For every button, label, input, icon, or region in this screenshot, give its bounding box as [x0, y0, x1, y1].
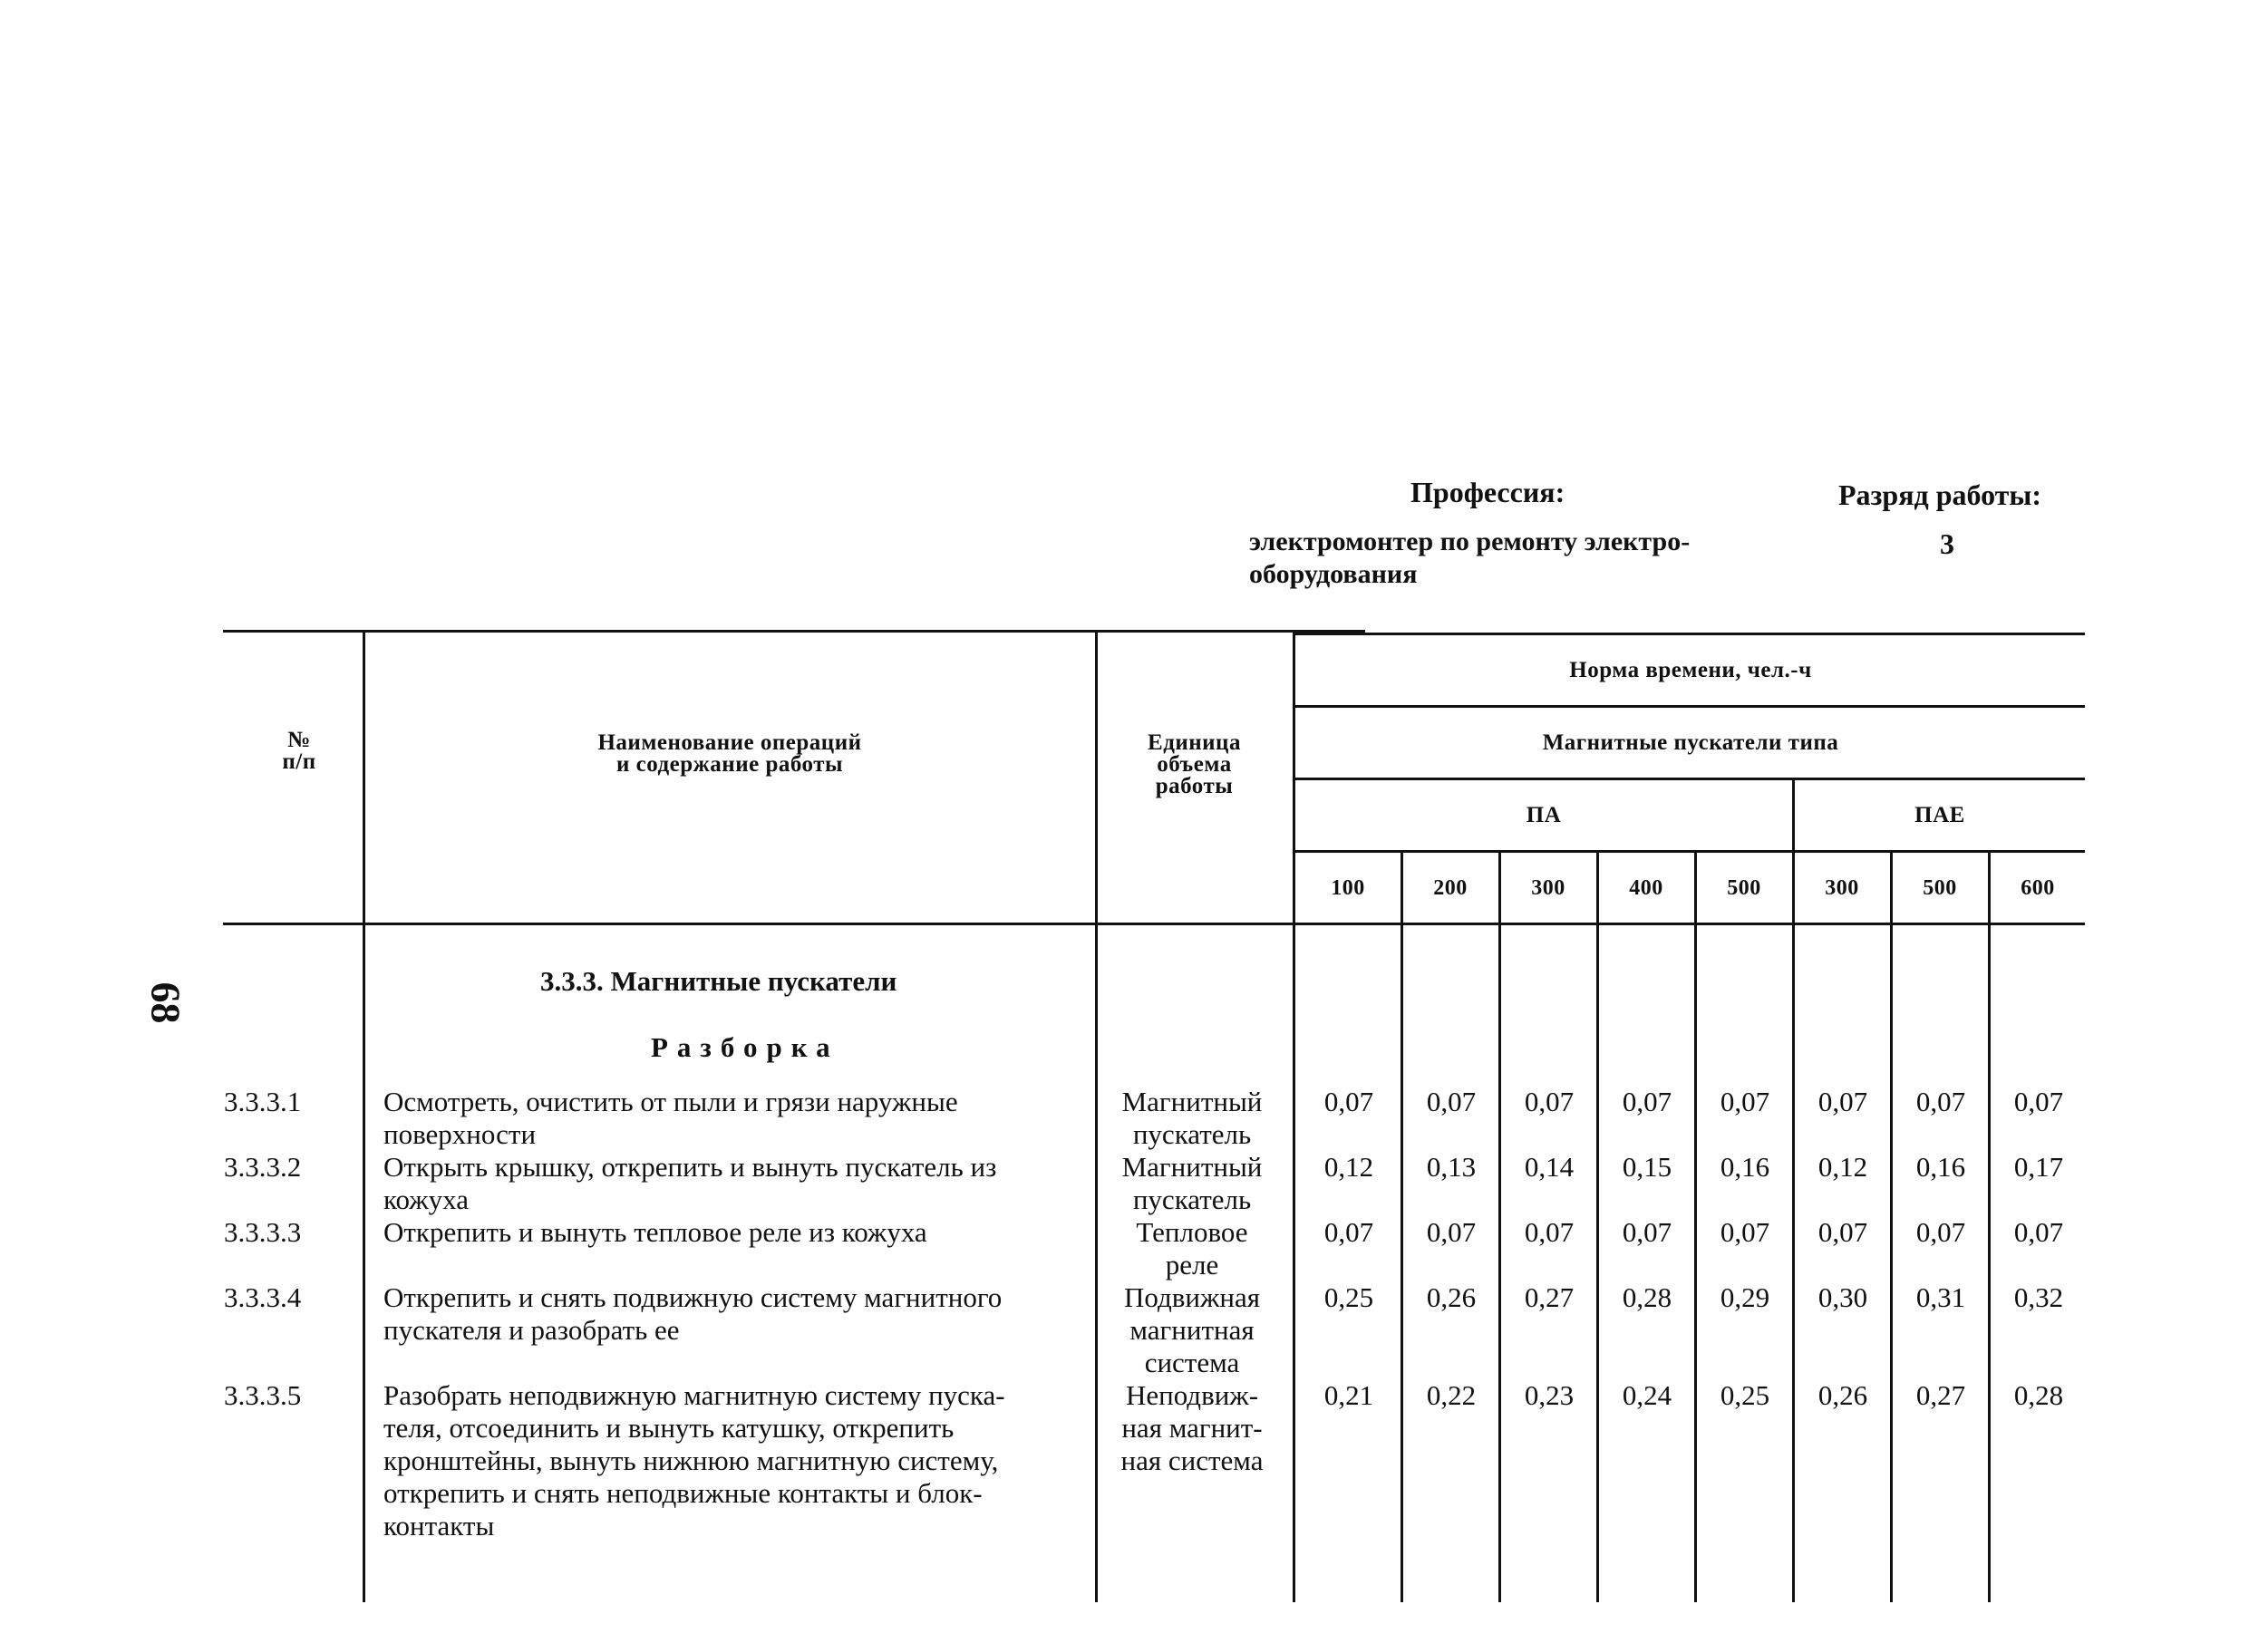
unit-line: Подвижная: [1123, 1281, 1261, 1313]
rank-value: 3: [1940, 527, 1954, 560]
row-value: 0,13: [1426, 1151, 1477, 1183]
rank-label: Разряд работы:: [1838, 478, 2042, 511]
col-unit-header: [1101, 732, 1287, 797]
row-operation: [383, 1086, 1083, 1151]
col-unit-line3: работы: [1155, 774, 1234, 798]
norm-header-bottom-line: [1293, 705, 2085, 708]
col-divider-pae-600: [1988, 850, 1991, 1602]
row-value: 0,27: [1915, 1379, 1966, 1411]
profession-value: [1249, 526, 1757, 591]
unit-line: магнитная: [1129, 1314, 1255, 1346]
row-value: 0,07: [1817, 1086, 1868, 1117]
row-operation: [383, 1216, 1083, 1249]
row-value: 0,25: [1323, 1281, 1374, 1313]
unit-line: Магнитный: [1121, 1151, 1263, 1183]
row-value: 0,07: [2013, 1086, 2064, 1117]
row-unit: [1097, 1086, 1287, 1151]
col-divider-500: [1694, 850, 1697, 1602]
row-value: 0,24: [1622, 1379, 1672, 1411]
subsection-title: Разборка: [651, 1031, 839, 1063]
row-value: 0,07: [1426, 1216, 1477, 1248]
profession-value-line2: оборудования: [1249, 559, 1418, 589]
page-number: 68: [142, 981, 189, 1024]
row-value: 0,25: [1720, 1379, 1770, 1411]
row-value: 0,07: [1720, 1086, 1770, 1117]
unit-line: реле: [1165, 1249, 1219, 1281]
row-value: 0,32: [2013, 1281, 2064, 1313]
op-line: кронштейны, вынуть нижнюю магнитную систему,: [383, 1445, 999, 1476]
unit-line: ная магнит-: [1121, 1412, 1263, 1444]
group-header-bottom-line: [1293, 850, 2085, 853]
unit-line: пускатель: [1132, 1118, 1252, 1150]
row-value: 0,07: [1720, 1216, 1770, 1248]
row-unit: [1097, 1216, 1287, 1281]
subcol-header: 500: [1923, 876, 1957, 900]
op-line: пускателя и разобрать ее: [383, 1314, 680, 1346]
row-unit: [1097, 1281, 1287, 1379]
unit-line: Тепловое: [1136, 1216, 1248, 1248]
row-value: 0,07: [2013, 1216, 2064, 1248]
subcol-header: 200: [1433, 876, 1468, 900]
op-line: поверхности: [383, 1118, 537, 1150]
subcol-header: 300: [1531, 876, 1565, 900]
col-num-header: [245, 730, 354, 773]
op-line: Открепить и вынуть тепловое реле из кожуха: [383, 1216, 927, 1248]
row-value: 0,07: [1524, 1086, 1575, 1117]
row-value: 0,12: [1323, 1151, 1374, 1183]
norm-header: Норма времени, чел.-ч: [1569, 658, 1812, 682]
subcol-header: 400: [1629, 876, 1663, 900]
row-value: 0,07: [1915, 1086, 1966, 1117]
table-top-line-right: [1293, 633, 2085, 635]
col-divider-values: [1293, 630, 1295, 1602]
row-value: 0,17: [2013, 1151, 2064, 1183]
subcol-header: 300: [1825, 876, 1859, 900]
unit-line: ная система: [1120, 1445, 1264, 1476]
col-divider-pae-500: [1890, 850, 1893, 1602]
col-name-line1: Наименование операций: [597, 730, 862, 755]
unit-line: система: [1144, 1347, 1240, 1378]
row-value: 0,07: [1426, 1086, 1477, 1117]
row-value: 0,22: [1426, 1379, 1477, 1411]
row-value: 0,15: [1622, 1151, 1672, 1183]
profession-value-line1: электромонтер по ремонту электро-: [1249, 527, 1691, 556]
row-value: 0,14: [1524, 1151, 1575, 1183]
col-name-line2: и содержание работы: [615, 752, 843, 777]
op-line: контакты: [383, 1510, 495, 1542]
op-line: Разобрать неподвижную магнитную систему пуска-: [383, 1379, 1005, 1411]
row-value: 0,26: [1426, 1281, 1477, 1313]
col-num-line2: п/п: [282, 749, 316, 774]
col-divider-pae: [1792, 778, 1795, 1602]
row-number: 3.3.3.4: [224, 1281, 302, 1313]
col-divider-name: [363, 630, 365, 1602]
row-value: 0,07: [1622, 1086, 1672, 1117]
row-value: 0,16: [1720, 1151, 1770, 1183]
subcol-header: 600: [2021, 876, 2055, 900]
subcol-header: 100: [1331, 876, 1365, 900]
table-top-line: [223, 630, 1365, 633]
starters-header-bottom-line: [1293, 778, 2085, 780]
row-value: 0,07: [1323, 1216, 1374, 1248]
row-value: 0,30: [1817, 1281, 1868, 1313]
row-number: 3.3.3.1: [224, 1086, 302, 1117]
op-line: Осмотреть, очистить от пыли и грязи наружные: [383, 1086, 958, 1117]
op-line: теля, отсоединить и вынуть катушку, открепить: [383, 1412, 955, 1444]
col-name-header: [372, 732, 1088, 776]
row-value: 0,07: [1323, 1086, 1374, 1117]
col-divider-200: [1401, 850, 1403, 1602]
row-value: 0,26: [1817, 1379, 1868, 1411]
group-pae-header: ПАЕ: [1914, 803, 1965, 827]
row-number: 3.3.3.5: [224, 1379, 302, 1411]
row-value: 0,12: [1817, 1151, 1868, 1183]
row-operation: [383, 1151, 1083, 1216]
profession-label: Профессия:: [1410, 476, 1565, 508]
unit-line: Неподвиж-: [1125, 1379, 1259, 1411]
group-pa-header: ПА: [1526, 803, 1562, 827]
op-line: кожуха: [383, 1184, 469, 1215]
row-value: 0,29: [1720, 1281, 1770, 1313]
op-line: Открепить и снять подвижную систему магнитного: [383, 1281, 1003, 1313]
row-value: 0,31: [1915, 1281, 1966, 1313]
col-num-line1: №: [287, 728, 311, 752]
starters-header: Магнитные пускатели типа: [1542, 730, 1839, 755]
row-value: 0,07: [1817, 1216, 1868, 1248]
row-operation: [383, 1281, 1083, 1347]
row-value: 0,07: [1622, 1216, 1672, 1248]
op-line: Открыть крышку, открепить и вынуть пускатель из: [383, 1151, 997, 1183]
row-operation: [383, 1379, 1083, 1542]
op-line: открепить и снять неподвижные контакты и блок-: [383, 1477, 983, 1509]
subcol-header: 500: [1727, 876, 1761, 900]
section-title: 3.3.3. Магнитные пускатели: [540, 965, 897, 997]
row-value: 0,27: [1524, 1281, 1575, 1313]
col-divider-300: [1498, 850, 1501, 1602]
row-unit: [1097, 1379, 1287, 1477]
row-unit: [1097, 1151, 1287, 1216]
row-value: 0,21: [1323, 1379, 1374, 1411]
unit-line: пускатель: [1132, 1184, 1252, 1215]
row-number: 3.3.3.2: [224, 1151, 302, 1183]
col-unit-line1: Единица: [1148, 730, 1241, 755]
row-value: 0,28: [2013, 1379, 2064, 1411]
col-divider-400: [1596, 850, 1599, 1602]
col-unit-line2: объема: [1157, 752, 1232, 777]
row-value: 0,28: [1622, 1281, 1672, 1313]
unit-line: Магнитный: [1121, 1086, 1263, 1117]
header-bottom-line: [223, 923, 2085, 925]
row-value: 0,07: [1915, 1216, 1966, 1248]
row-value: 0,16: [1915, 1151, 1966, 1183]
row-value: 0,07: [1524, 1216, 1575, 1248]
row-value: 0,23: [1524, 1379, 1575, 1411]
row-number: 3.3.3.3: [224, 1216, 302, 1248]
